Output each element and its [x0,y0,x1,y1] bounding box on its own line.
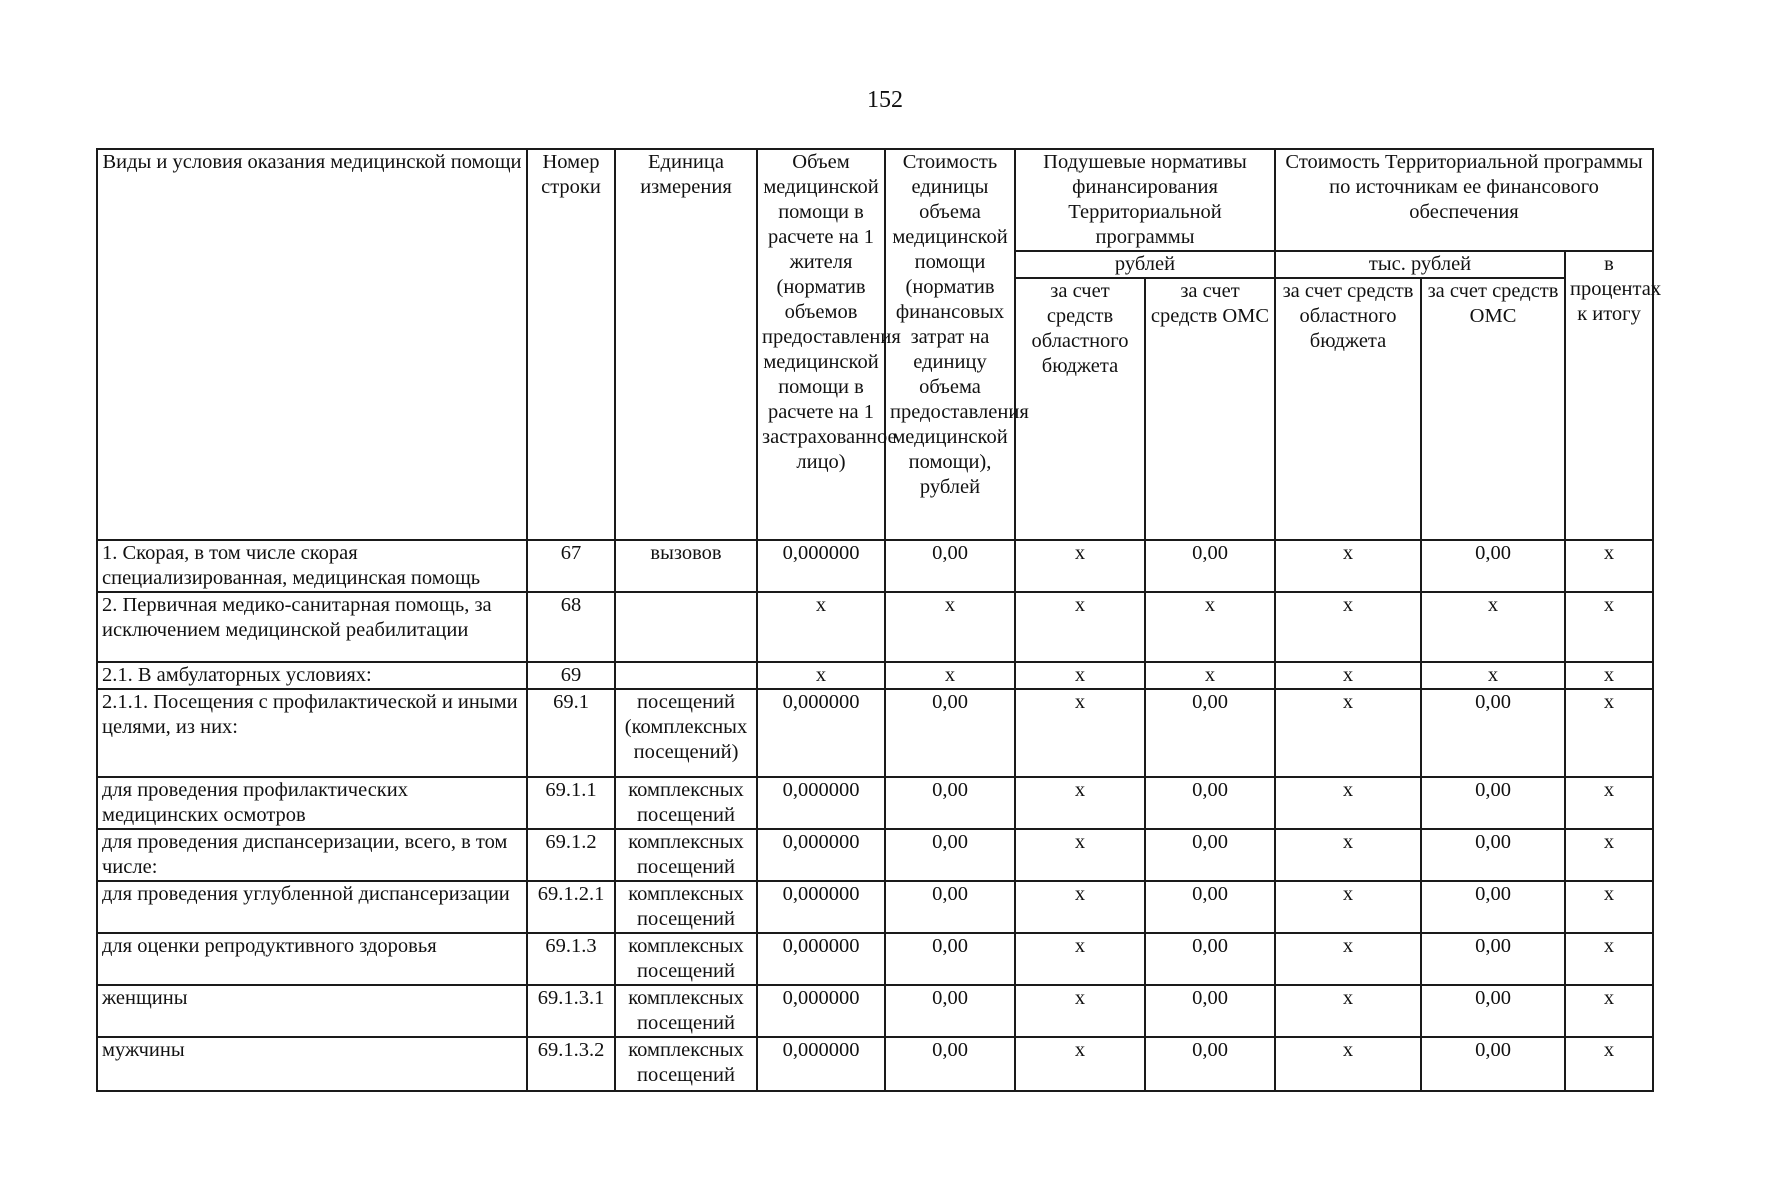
row-cost-regional: х [1275,985,1421,1037]
row-cost-percent: х [1565,662,1653,689]
row-volume: 0,000000 [757,829,885,881]
row-type: для проведения углубленной диспансеризации [97,881,527,933]
row-pc-oms: 0,00 [1145,689,1275,777]
header-cost-unit: Стоимость единицы объема медицинской помощи (норматив финансовых затрат на единицу объема предоставления медицинской помощи), рублей [885,149,1015,540]
row-cost-unit: 0,00 [885,881,1015,933]
header-per-capita-oms: за счет средств ОМС [1145,278,1275,540]
row-pc-regional: х [1015,689,1145,777]
row-cost-unit: 0,00 [885,689,1015,777]
row-pc-oms: 0,00 [1145,881,1275,933]
row-pc-oms: 0,00 [1145,933,1275,985]
row-cost-oms: х [1421,592,1565,662]
row-unit: комплексных посещений [615,1037,757,1091]
row-type: 2.1. В амбулаторных условиях: [97,662,527,689]
row-cost-unit: 0,00 [885,985,1015,1037]
table-row [97,829,1653,881]
row-pc-oms: 0,00 [1145,829,1275,881]
row-cost-percent: х [1565,933,1653,985]
row-cost-unit: х [885,592,1015,662]
header-cost-unit-label: тыс. рублей [1275,251,1565,278]
row-pc-regional: х [1015,592,1145,662]
row-unit: комплексных посещений [615,933,757,985]
row-number: 69.1.3.1 [527,985,615,1037]
table-row [97,881,1653,933]
row-cost-regional: х [1275,662,1421,689]
row-pc-regional: х [1015,777,1145,829]
row-type: женщины [97,985,527,1037]
row-cost-unit: 0,00 [885,777,1015,829]
row-cost-regional: х [1275,829,1421,881]
header-cost-regional: за счет средств областного бюджета [1275,278,1421,540]
row-volume: х [757,592,885,662]
table-row [97,662,1653,689]
row-pc-oms: х [1145,662,1275,689]
row-volume: 0,000000 [757,777,885,829]
row-number: 69.1.3.2 [527,1037,615,1091]
header-per-capita-regional: за счет средств областного бюджета [1015,278,1145,540]
row-type: 2.1.1. Посещения с профилактической и иными целями, из них: [97,689,527,777]
row-cost-percent: х [1565,592,1653,662]
row-pc-oms: х [1145,592,1275,662]
row-cost-percent: х [1565,777,1653,829]
header-per-capita-unit: рублей [1015,251,1275,278]
row-number: 69.1.3 [527,933,615,985]
row-cost-regional: х [1275,1037,1421,1091]
row-pc-regional: х [1015,933,1145,985]
row-unit [615,592,757,662]
row-number: 69 [527,662,615,689]
table-row [97,1037,1653,1091]
row-type: для проведения диспансеризации, всего, в том числе: [97,829,527,881]
row-number: 69.1 [527,689,615,777]
row-cost-oms: 0,00 [1421,689,1565,777]
row-unit: комплексных посещений [615,881,757,933]
row-cost-unit: 0,00 [885,933,1015,985]
row-cost-unit: 0,00 [885,540,1015,592]
table-row [97,933,1653,985]
row-cost-percent: х [1565,881,1653,933]
row-type: 2. Первичная медико-санитарная помощь, за исключением медицинской реабилитации [97,592,527,662]
row-cost-percent: х [1565,985,1653,1037]
row-cost-percent: х [1565,829,1653,881]
row-type: для проведения профилактических медицинских осмотров [97,777,527,829]
row-cost-percent: х [1565,1037,1653,1091]
row-cost-oms: 0,00 [1421,933,1565,985]
row-cost-regional: х [1275,933,1421,985]
row-cost-unit: 0,00 [885,1037,1015,1091]
header-cost-percent: в процентах к итогу [1565,251,1653,540]
row-cost-oms: 0,00 [1421,1037,1565,1091]
row-cost-oms: 0,00 [1421,829,1565,881]
row-unit: комплексных посещений [615,829,757,881]
table-row [97,777,1653,829]
header-cost-oms: за счет средств ОМС [1421,278,1565,540]
row-number: 69.1.1 [527,777,615,829]
table-row [97,985,1653,1037]
row-cost-oms: 0,00 [1421,777,1565,829]
row-cost-percent: х [1565,689,1653,777]
row-cost-oms: 0,00 [1421,540,1565,592]
financing-table [96,148,1662,1092]
row-cost-regional: х [1275,777,1421,829]
header-volume: Объем медицинской помощи в расчете на 1 жителя (норматив объемов предоставления медицинской помощи в расчете на 1 застрахованное лицо) [757,149,885,540]
row-pc-regional: х [1015,881,1145,933]
row-cost-oms: х [1421,662,1565,689]
row-volume: 0,000000 [757,689,885,777]
row-cost-regional: х [1275,689,1421,777]
row-pc-oms: 0,00 [1145,777,1275,829]
row-unit [615,662,757,689]
row-number: 67 [527,540,615,592]
header-unit: Единица измерения [615,149,757,540]
row-unit: комплексных посещений [615,985,757,1037]
row-type: мужчины [97,1037,527,1091]
row-cost-oms: 0,00 [1421,985,1565,1037]
row-number: 69.1.2 [527,829,615,881]
row-pc-regional: х [1015,1037,1145,1091]
table-row [97,592,1653,662]
row-unit: посещений (комплексных посещений) [615,689,757,777]
header-per-capita-group: Подушевые нормативы финансирования Территориальной программы [1015,149,1275,251]
row-pc-regional: х [1015,662,1145,689]
row-volume: 0,000000 [757,1037,885,1091]
page-number: 152 [867,87,903,113]
row-volume: 0,000000 [757,985,885,1037]
row-volume: х [757,662,885,689]
row-cost-regional: х [1275,881,1421,933]
row-cost-unit: 0,00 [885,829,1015,881]
row-pc-oms: 0,00 [1145,1037,1275,1091]
row-pc-regional: х [1015,829,1145,881]
row-pc-oms: 0,00 [1145,540,1275,592]
table-body [97,540,1653,1091]
row-pc-oms: 0,00 [1145,985,1275,1037]
header-cost-group: Стоимость Территориальной программы по источникам ее финансового обеспечения [1275,149,1653,251]
row-pc-regional: х [1015,985,1145,1037]
table-row [97,689,1653,777]
row-cost-regional: х [1275,540,1421,592]
header-type: Виды и условия оказания медицинской помощи [97,149,527,540]
row-volume: 0,000000 [757,881,885,933]
row-number: 68 [527,592,615,662]
row-pc-regional: х [1015,540,1145,592]
row-volume: 0,000000 [757,540,885,592]
row-unit: вызовов [615,540,757,592]
row-type: 1. Скорая, в том числе скорая специализированная, медицинская помощь [97,540,527,592]
row-volume: 0,000000 [757,933,885,985]
row-cost-unit: х [885,662,1015,689]
header-row-number: Номер строки [527,149,615,540]
row-number: 69.1.2.1 [527,881,615,933]
table-row [97,540,1653,592]
row-cost-percent: х [1565,540,1653,592]
row-cost-regional: х [1275,592,1421,662]
row-type: для оценки репродуктивного здоровья [97,933,527,985]
row-unit: комплексных посещений [615,777,757,829]
row-cost-oms: 0,00 [1421,881,1565,933]
